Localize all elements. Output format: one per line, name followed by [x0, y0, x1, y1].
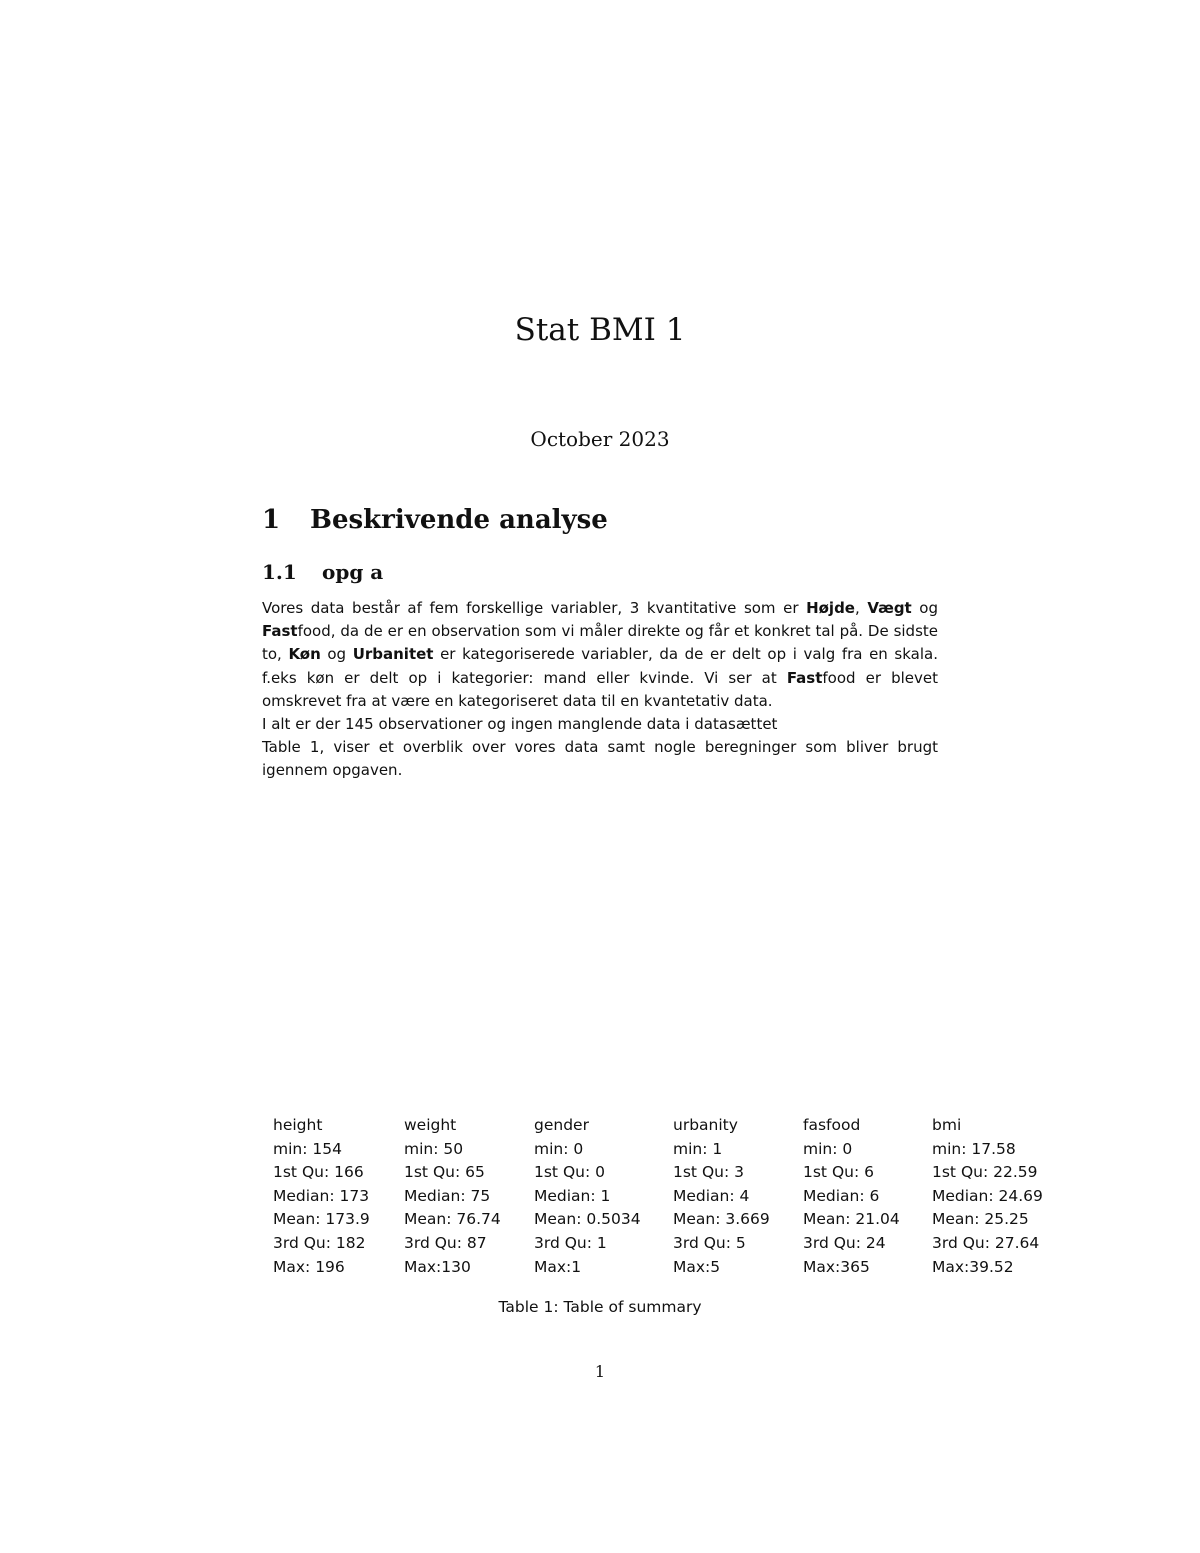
text-run: food er blevet omskrevet fra at være en kategoriseret data til en kvantetativ data.	[262, 668, 938, 710]
text-run: Table 1, viser et overblik over vores data samt nogle beregninger som bliver brugt igennem opgaven.	[262, 738, 938, 780]
bold-term: Urbanitet	[352, 645, 434, 664]
table-cell: 3rd Qu: 1	[534, 1233, 607, 1252]
table-cell: Mean: 21.04	[803, 1210, 900, 1229]
text-run: og	[911, 599, 938, 617]
bold-term: Køn	[288, 645, 321, 664]
table-cell: Mean: 76.74	[404, 1210, 501, 1229]
table-cell: Max:130	[404, 1257, 471, 1276]
table-cell: 3rd Qu: 24	[803, 1233, 886, 1252]
subsection-title: opg a	[322, 560, 384, 584]
table-cell: Mean: 173.9	[273, 1210, 370, 1229]
paragraph	[262, 713, 938, 736]
table-column	[534, 1114, 641, 1279]
section-heading	[262, 505, 608, 535]
table-cell: 1st Qu: 3	[673, 1163, 744, 1182]
table-cell: Max:39.52	[932, 1257, 1014, 1276]
subsection-heading	[262, 560, 383, 584]
table-cell: 3rd Qu: 27.64	[932, 1233, 1040, 1252]
table-cell: min: 0	[803, 1139, 853, 1158]
table-cell: Median: 4	[673, 1186, 750, 1205]
section-title: Beskrivende analyse	[310, 505, 608, 535]
table-column	[932, 1114, 1043, 1279]
text-run: Vores data består af fem forskellige variabler, 3 kvantitative som er	[262, 599, 807, 617]
table-cell: 1st Qu: 65	[404, 1163, 485, 1182]
bold-term: Fast	[262, 622, 298, 641]
paragraph	[262, 597, 938, 713]
table-cell: Max: 196	[273, 1257, 345, 1276]
bold-term: Vægt	[867, 599, 912, 617]
table-cell: Median: 1	[534, 1186, 611, 1205]
text-run: I alt er der 145 observationer og ingen manglende data i datasættet	[262, 715, 778, 734]
text-run: ,	[854, 599, 868, 617]
document-title: Stat BMI 1	[514, 312, 686, 348]
table-cell: 1st Qu: 166	[273, 1163, 364, 1182]
table-cell: Mean: 25.25	[932, 1210, 1029, 1229]
table-cell: Mean: 0.5034	[534, 1210, 641, 1229]
table-cell: 1st Qu: 22.59	[932, 1163, 1038, 1182]
section-number: 1	[262, 505, 281, 535]
table-column	[673, 1114, 770, 1279]
table-caption: Table 1: Table of summary	[498, 1298, 702, 1316]
column-header: height	[273, 1116, 323, 1134]
paragraph	[262, 736, 938, 782]
column-header: urbanity	[673, 1116, 738, 1134]
bold-term: Fast	[786, 668, 823, 687]
table-cell: min: 154	[273, 1139, 342, 1158]
table-cell: 3rd Qu: 182	[273, 1233, 366, 1252]
table-cell: 1st Qu: 0	[534, 1163, 605, 1182]
table-cell: min: 50	[404, 1139, 464, 1158]
subsection-number: 1.1	[262, 560, 297, 584]
page-number: 1	[594, 1362, 606, 1381]
table-column	[404, 1114, 501, 1279]
table-cell: min: 17.58	[932, 1139, 1016, 1158]
table-cell: min: 1	[673, 1139, 723, 1158]
column-header: bmi	[932, 1116, 962, 1134]
table-cell: Max:5	[673, 1257, 721, 1276]
table-cell: 3rd Qu: 5	[673, 1233, 746, 1252]
column-header: fasfood	[803, 1116, 861, 1134]
table-cell: Mean: 3.669	[673, 1210, 770, 1229]
table-cell: Median: 75	[404, 1186, 491, 1205]
text-run: og	[320, 645, 353, 664]
table-column	[273, 1114, 370, 1279]
table-cell: 1st Qu: 6	[803, 1163, 874, 1182]
column-header: gender	[534, 1116, 589, 1134]
table-cell: Median: 6	[803, 1186, 880, 1205]
body-text	[262, 597, 938, 783]
table-column	[803, 1114, 900, 1279]
column-header: weight	[404, 1116, 457, 1134]
text-run: er kategoriserede variabler, da de er delt op i valg fra en skala. f.eks køn er delt op i kategorier: mand eller kvinde. Vi ser at	[262, 645, 938, 687]
table-cell: 3rd Qu: 87	[404, 1233, 487, 1252]
table-cell: Max:365	[803, 1257, 870, 1276]
table-cell: Median: 24.69	[932, 1186, 1043, 1205]
text-run: food, da de er en observation som vi måler direkte og får et konkret tal på. De sidste to,	[262, 622, 938, 664]
document-date: October 2023	[530, 427, 670, 451]
bold-term: Højde	[806, 599, 855, 617]
table-cell: Median: 173	[273, 1186, 370, 1205]
table-cell: Max:1	[534, 1257, 582, 1276]
table-cell: min: 0	[534, 1139, 584, 1158]
